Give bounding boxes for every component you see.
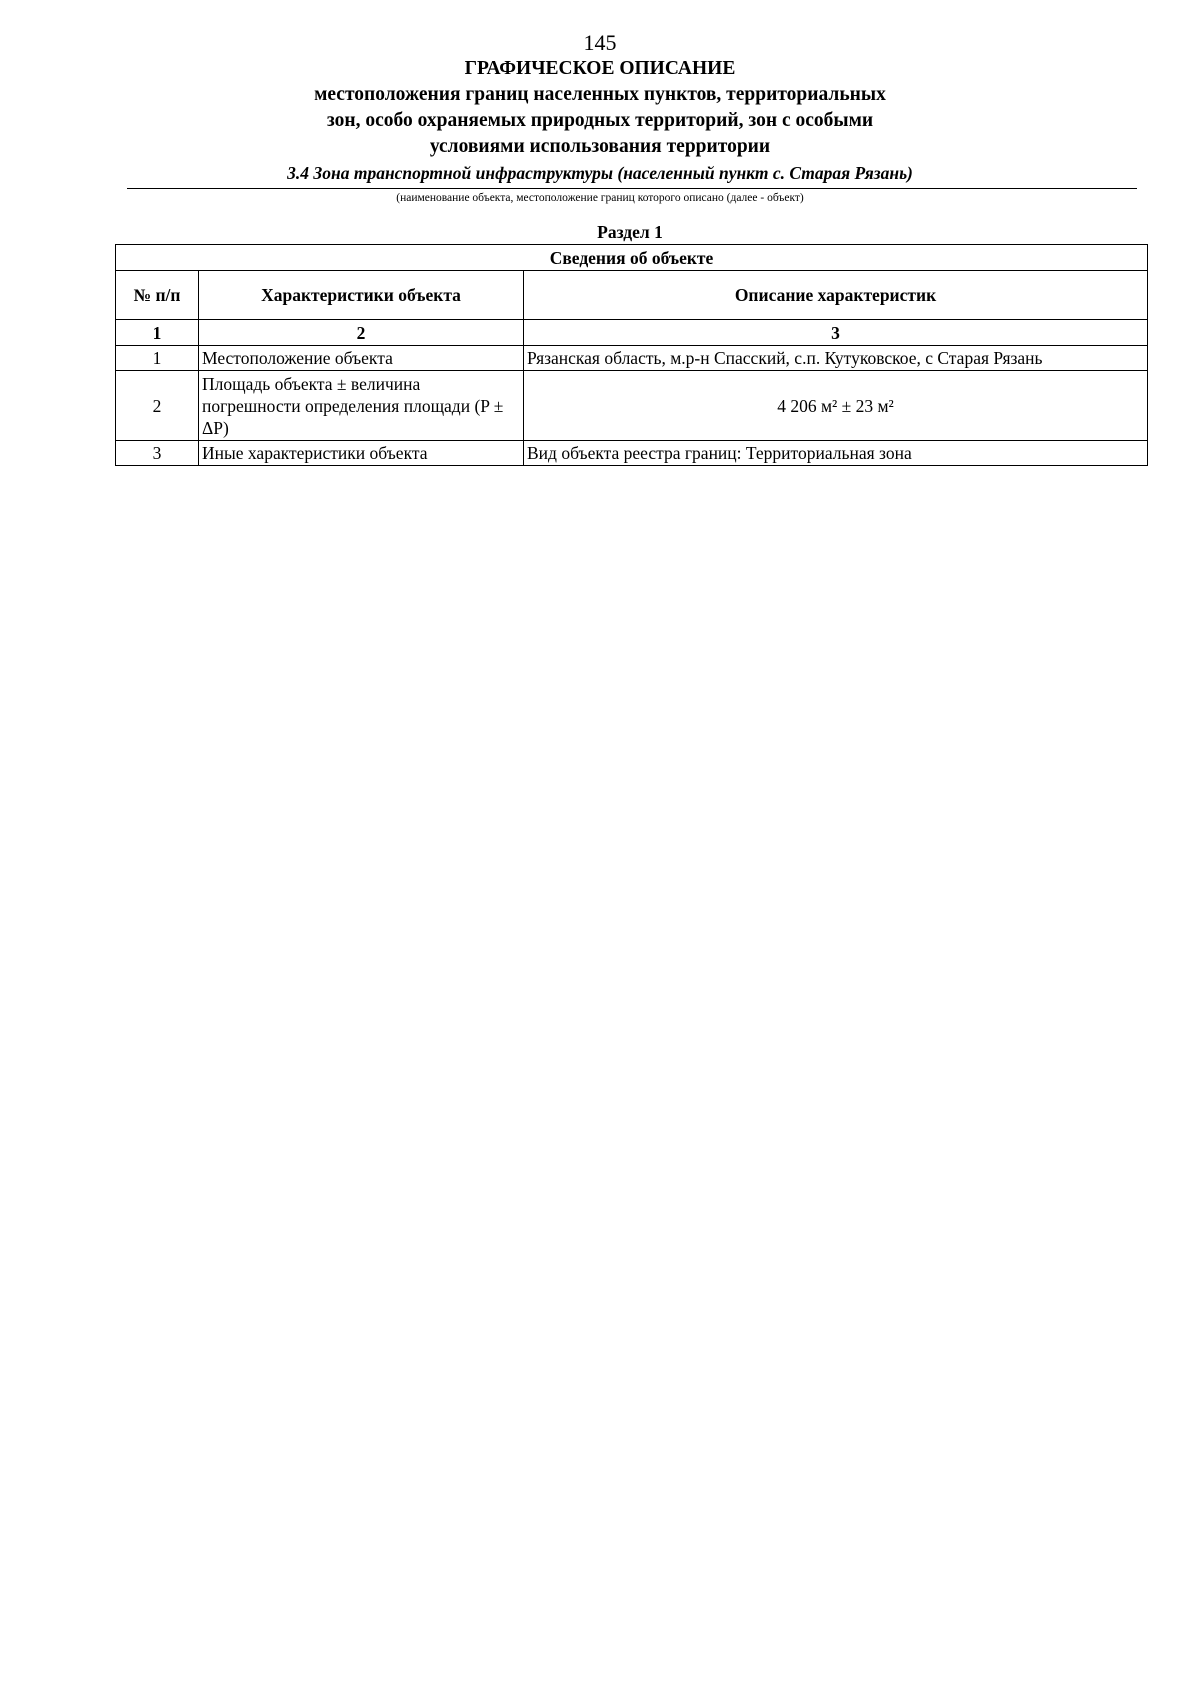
row-description: 4 206 м² ± 23 м²: [524, 371, 1148, 441]
object-name: 3.4 Зона транспортной инфраструктуры (населенный пункт с. Старая Рязань): [287, 163, 913, 183]
object-name-caption: (наименование объекта, местоположение границ которого описано (далее - объект): [396, 192, 804, 204]
table-caption-row: [116, 245, 1148, 271]
table-row: [116, 441, 1148, 466]
row-number: 1: [116, 346, 199, 371]
header-characteristic: Характеристики объекта: [199, 271, 524, 320]
row-description: Рязанская область, м.р-н Спасский, с.п. Кутуковское, с Старая Рязань: [524, 346, 1148, 371]
column-number-3: 3: [524, 320, 1148, 346]
table-row: [116, 346, 1148, 371]
title-line-4: условиями использования территории: [429, 136, 771, 157]
table-header-row: [116, 271, 1148, 320]
title-line-2: местоположения границ населенных пунктов, территориальных: [314, 84, 886, 105]
column-number-1: 1: [116, 320, 199, 346]
row-characteristic: Иные характеристики объекта: [199, 441, 524, 466]
table-caption: Сведения об объекте: [116, 245, 1148, 271]
page-number: 145: [583, 30, 617, 55]
column-number-row: [116, 320, 1148, 346]
object-name-underline: [127, 188, 1137, 189]
row-number: 2: [116, 371, 199, 441]
row-number: 3: [116, 441, 199, 466]
row-description: Вид объекта реестра границ: Территориальная зона: [524, 441, 1148, 466]
row-characteristic: Площадь объекта ± величина погрешности определения площади (P ± ΔP): [199, 371, 524, 441]
table-row: [116, 371, 1148, 441]
document-title: [0, 56, 1200, 160]
row-characteristic: Местоположение объекта: [199, 346, 524, 371]
header-number: № п/п: [116, 271, 199, 320]
section-title: Раздел 1: [597, 222, 663, 242]
title-line-3: зон, особо охраняемых природных территорий, зон с особыми: [326, 110, 874, 131]
column-number-2: 2: [199, 320, 524, 346]
object-info-table: [115, 244, 1148, 466]
header-description: Описание характеристик: [524, 271, 1148, 320]
title-line-1: ГРАФИЧЕСКОЕ ОПИСАНИЕ: [464, 58, 736, 79]
